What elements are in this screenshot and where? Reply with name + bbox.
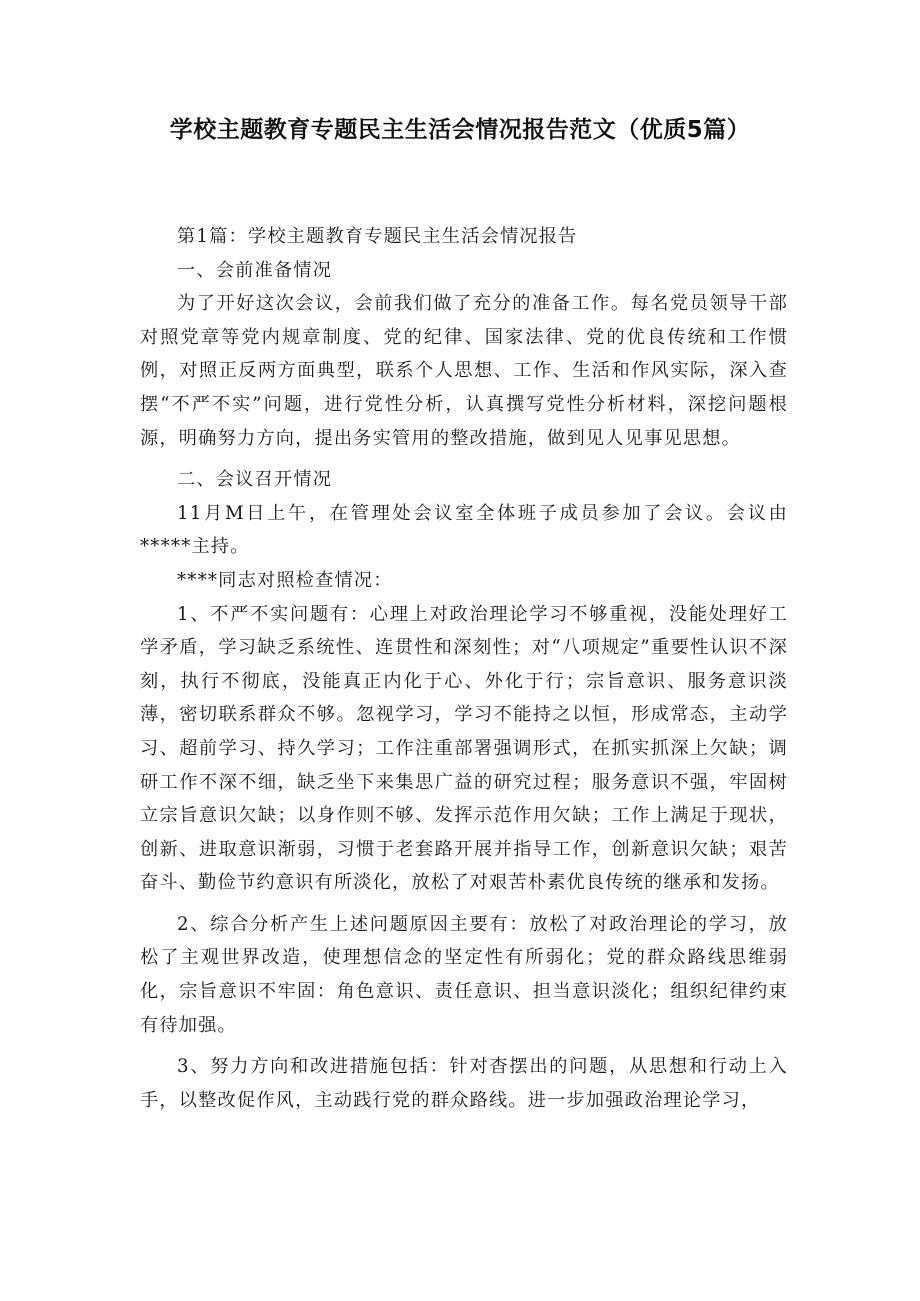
section-heading-preparation: 一、会前准备情况 xyxy=(177,259,333,281)
paragraph-measures: 3、努力方向和改进措施包括：针对杳摆出的问题，从思想和行动上入手，以整改促作风，主动践行党的群众路线。进一步加强政治理论学习， xyxy=(140,1056,788,1111)
chapter-heading: 第1篇：学校主题教育专题民主生活会情况报告 xyxy=(177,226,578,247)
document-title: 学校主题教育专题民主生活会情况报告范文（优质5篇） xyxy=(169,117,751,143)
paragraph-preparation: 为了开好这次会议，会前我们做了充分的准备工作。每名党员领导干部对照党章等党内规章制度、党的纪律、国家法律、党的优良传统和工作惯例，对照正反两方面典型，联系个人思想、工作、生活和作风实际，深入查摆“不严不实”问题，进行党性分析，认真撰写党性分析材料，深挖问题根源，明确努力方向，提出务实管用的整改措施，做到见人见事见思想。 xyxy=(140,293,788,449)
paragraph-problems: 1、不严不实问题有：心理上对政治理论学习不够重视，没能处理好工学矛盾，学习缺乏系统性、连贯性和深刻性；对“八项规定”重要性认识不深刻，执行不彻底，没能真正内化于心、外化于行；宗旨意识、服务意识淡薄，密切联系群众不够。忽视学习，学习不能持之以恒，形成常态，主动学习、超前学习、持久学习；工作注重部署强调形式，在抓实抓深上欠缺；调研工作不深不细，缺乏坐下来集思广益的研究过程；服务意识不强，牢固树立宗旨意识欠缺；以身作则不够、发挥示范作用欠缺；工作上满足于现状，创新、进取意识渐弱，习惯于老套路开展并指导工作，创新意识欠缺；艰苦奋斗、勤俭节约意识有所淡化，放松了对艰苦朴素优良传统的继承和发扬。 xyxy=(140,603,788,894)
paragraph-review-intro: ****同志对照检查情况： xyxy=(177,569,393,591)
section-heading-meeting: 二、会议召开情况 xyxy=(177,469,333,491)
document-body xyxy=(140,220,788,1117)
paragraph-causes: 2、综合分析产生上述问题原因主要有：放松了对政治理论的学习，放松了主观世界改造，使理想信念的坚定性有所弱化；党的群众路线思维弱化，宗旨意识不牢固：角色意识、责任意识、担当意识淡化；组织纪律约束有待加强。 xyxy=(140,913,788,1036)
paragraph-meeting: 11月M日上午，在管理处会议室全体班子成员参加了会议。会议由*****主持。 xyxy=(140,502,788,558)
